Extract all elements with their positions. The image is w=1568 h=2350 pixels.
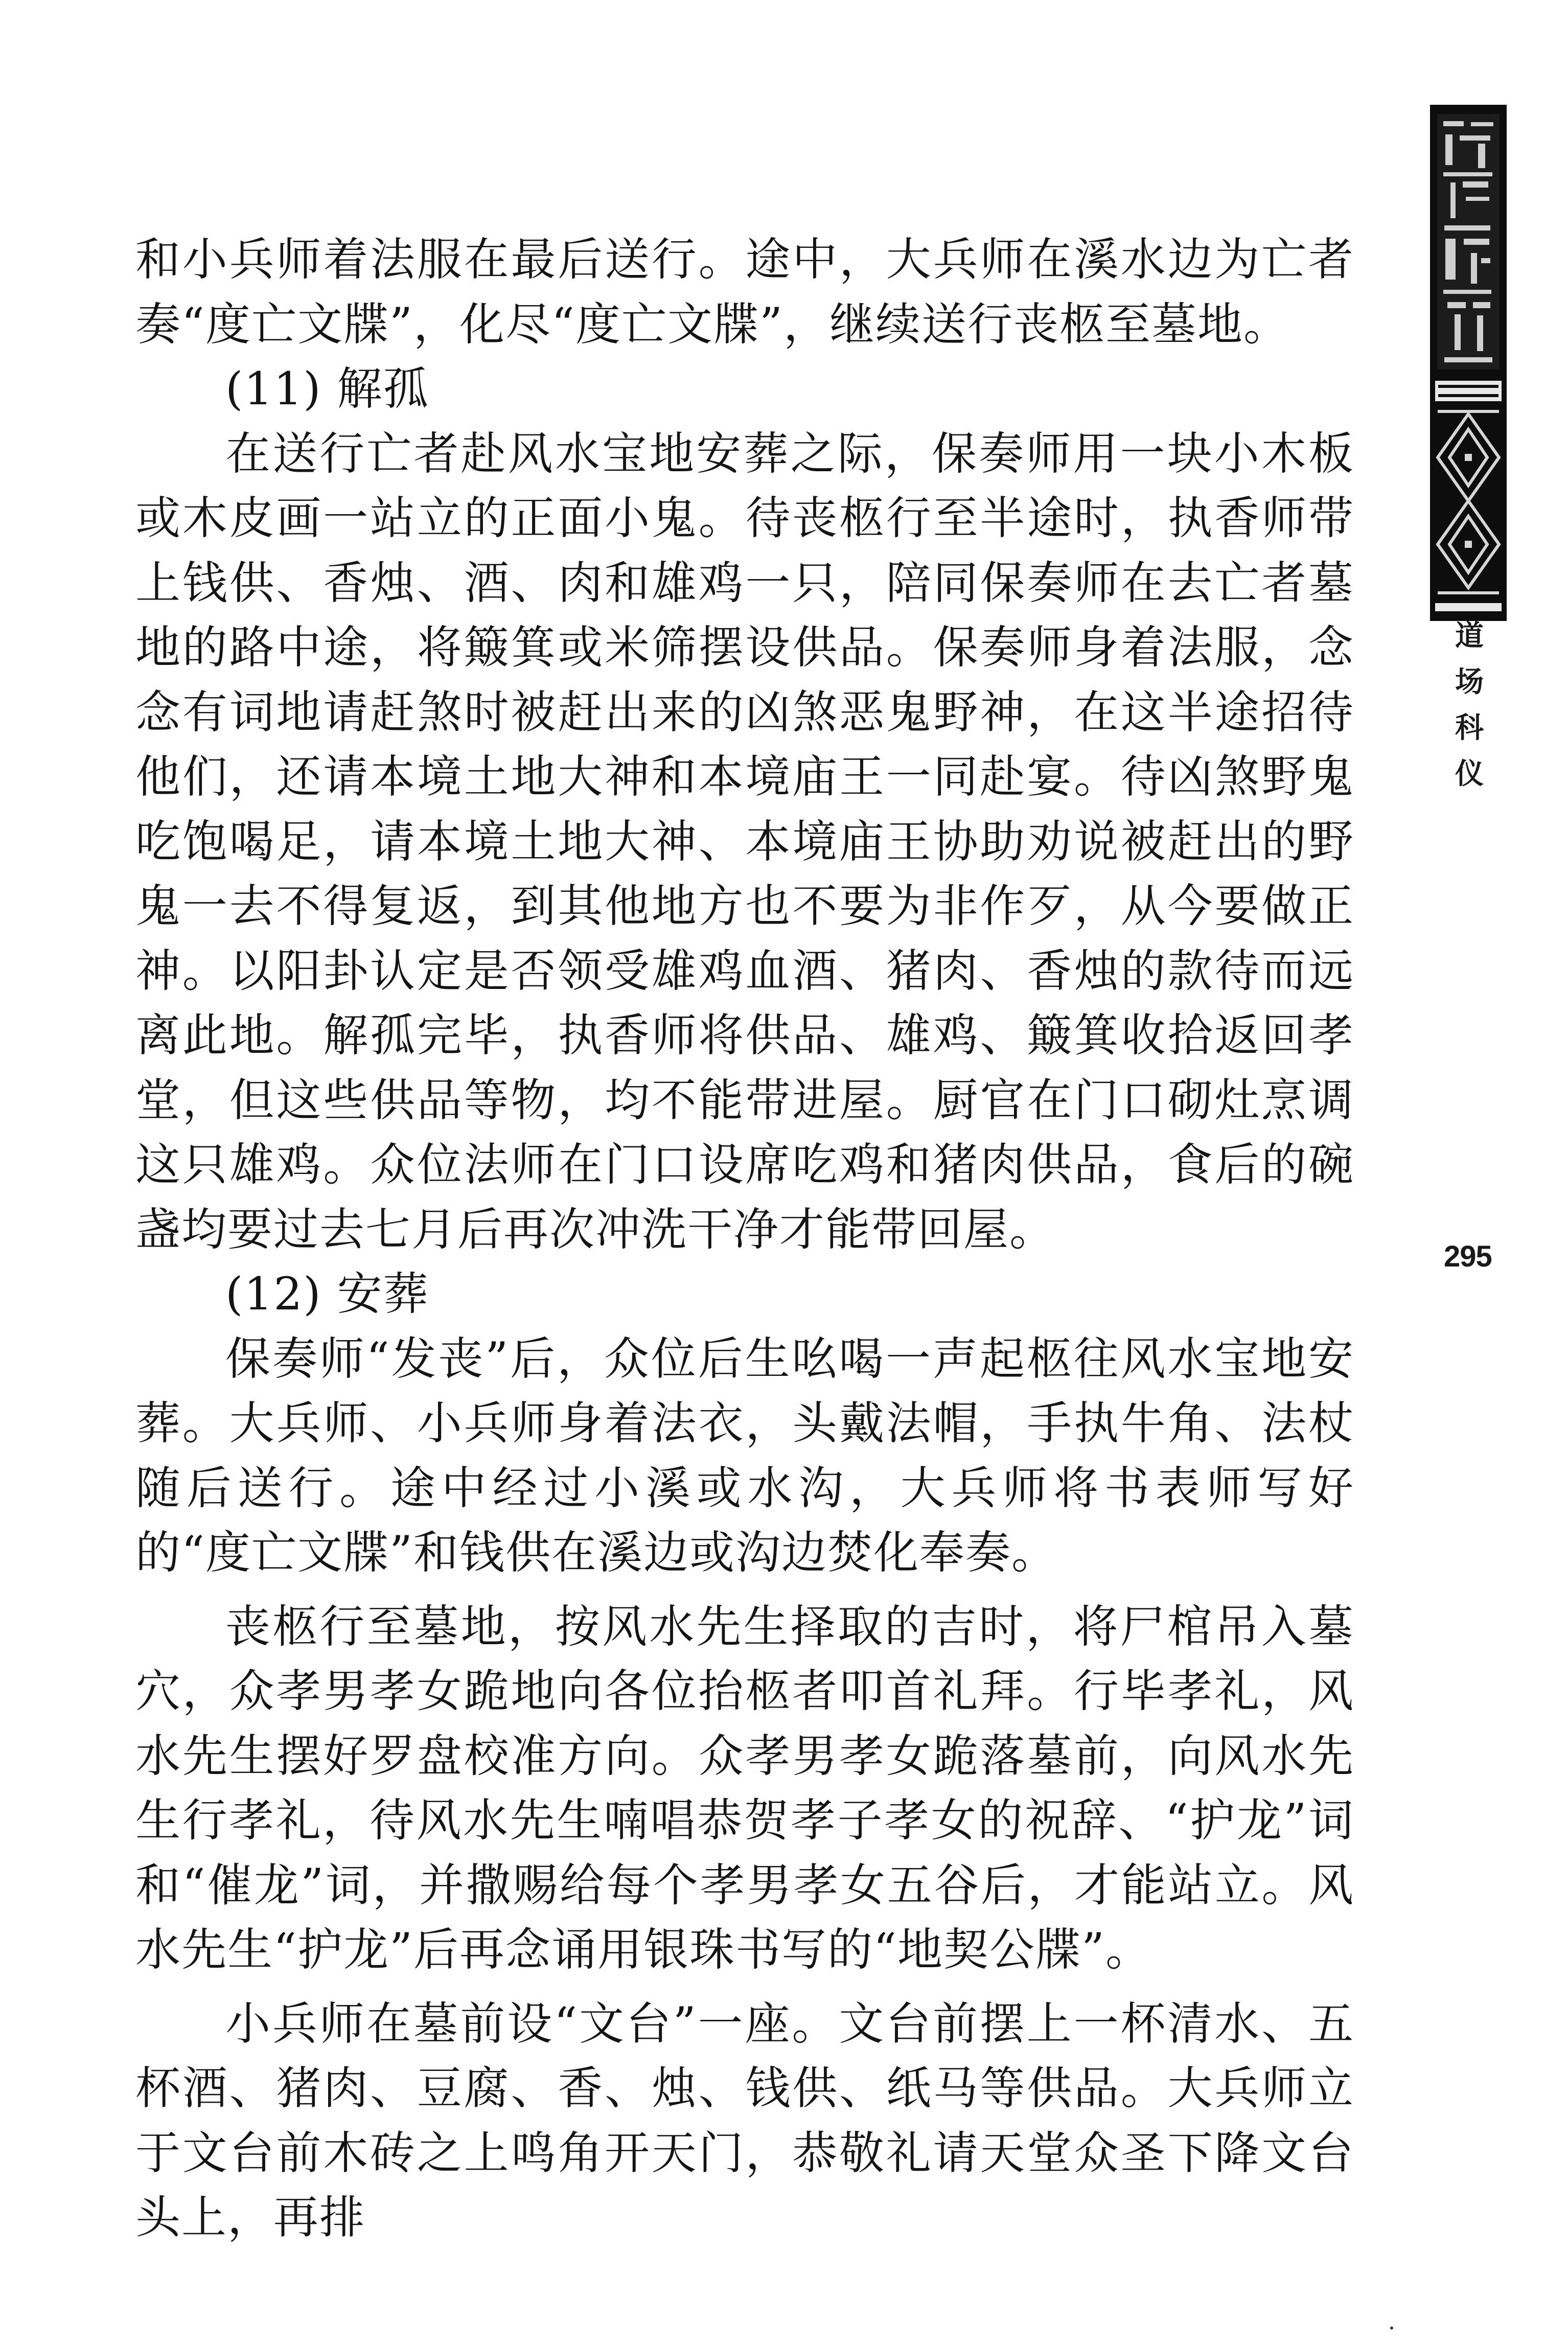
decorative-side-pattern-icon <box>1430 105 1507 621</box>
paragraph-faso: 保奏师“发丧”后，众位后生吆喝一声起柩往风水宝地安葬。大兵师、小兵师身着法衣，头戴法帽，手执牛角、法杖随后送行。途中经过小溪或水沟，大兵师将书表师写好的“度亡文牒”和钱供在溪边或沟边焚化奉奏。 <box>135 1332 1354 1579</box>
paragraph-wentai: 小兵师在墓前设“文台”一座。文台前摆上一杯清水、五杯酒、猪肉、豆腐、香、烛、钱供、纸马等供品。大兵师立于文台前木砖之上鸣角开天门，恭敬礼请天堂众圣下降文台头上，再排 <box>135 1997 1354 2244</box>
body-text <box>135 227 1354 2250</box>
paragraph-jiegu: 在送行亡者赴风水宝地安葬之际，保奏师用一块小木板或木皮画一站立的正面小鬼。待丧柩行至半途时，执香师带上钱供、香烛、酒、肉和雄鸡一只，陪同保奏师在去亡者墓地的路中途，将簸箕或米筛摆设供品。保奏师身着法服，念念有词地请赶煞时被赶出来的凶煞恶鬼野神，在这半途招待他们，还请本境土地大神和本境庙王一同赴宴。待凶煞野鬼吃饱喝足，请本境土地大神、本境庙王协助劝说被赶出的野鬼一去不得复返，到其他地方也不要为非作歹，从今要做正神。以阳卦认定是否领受雄鸡血酒、猪肉、香烛的款待而远离此地。解孤完毕，执香师将供品、雄鸡、簸箕收拾返回孝堂，但这些供品等物，均不能带进屋。厨官在门口砌灶烹调这只雄鸡。众位法师在门口设席吃鸡和猪肉供品，食后的碗盏均要过去七月后再次冲洗干净才能带回屋。 <box>135 427 1354 1256</box>
paragraph-burial: 丧柩行至墓地，按风水先生择取的吉时，将尸棺吊入墓穴，众孝男孝女跪地向各位抬柩者叩首礼拜。行毕孝礼，风水先生摆好罗盘校准方向。众孝男孝女跪落墓前，向风水先生行孝礼，待风水先生喃唱恭贺孝子孝女的祝辞、“护龙”词和“催龙”词，并撒赐给每个孝男孝女五谷后，才能站立。风水先生“护龙”后再念诵用银珠书写的“地契公牒”。 <box>135 1600 1354 1976</box>
side-title-char: 道 <box>1455 619 1484 653</box>
page-number: 295 <box>1444 1240 1492 1273</box>
scan-speck <box>1390 2326 1393 2330</box>
side-title-char: 场 <box>1455 665 1484 699</box>
side-title-char: 仪 <box>1455 757 1484 791</box>
section-heading-12: (12) 安葬 <box>225 1268 429 1320</box>
paragraph-continuation: 和小兵师着法服在最后送行。途中，大兵师在溪水边为亡者奏“度亡文牒”，化尽“度亡文牒”，继续送行丧柩至墓地。 <box>135 233 1354 351</box>
side-title-char: 科 <box>1455 711 1484 745</box>
section-heading-11: (11) 解孤 <box>225 362 429 415</box>
vertical-section-title <box>1449 613 1490 797</box>
